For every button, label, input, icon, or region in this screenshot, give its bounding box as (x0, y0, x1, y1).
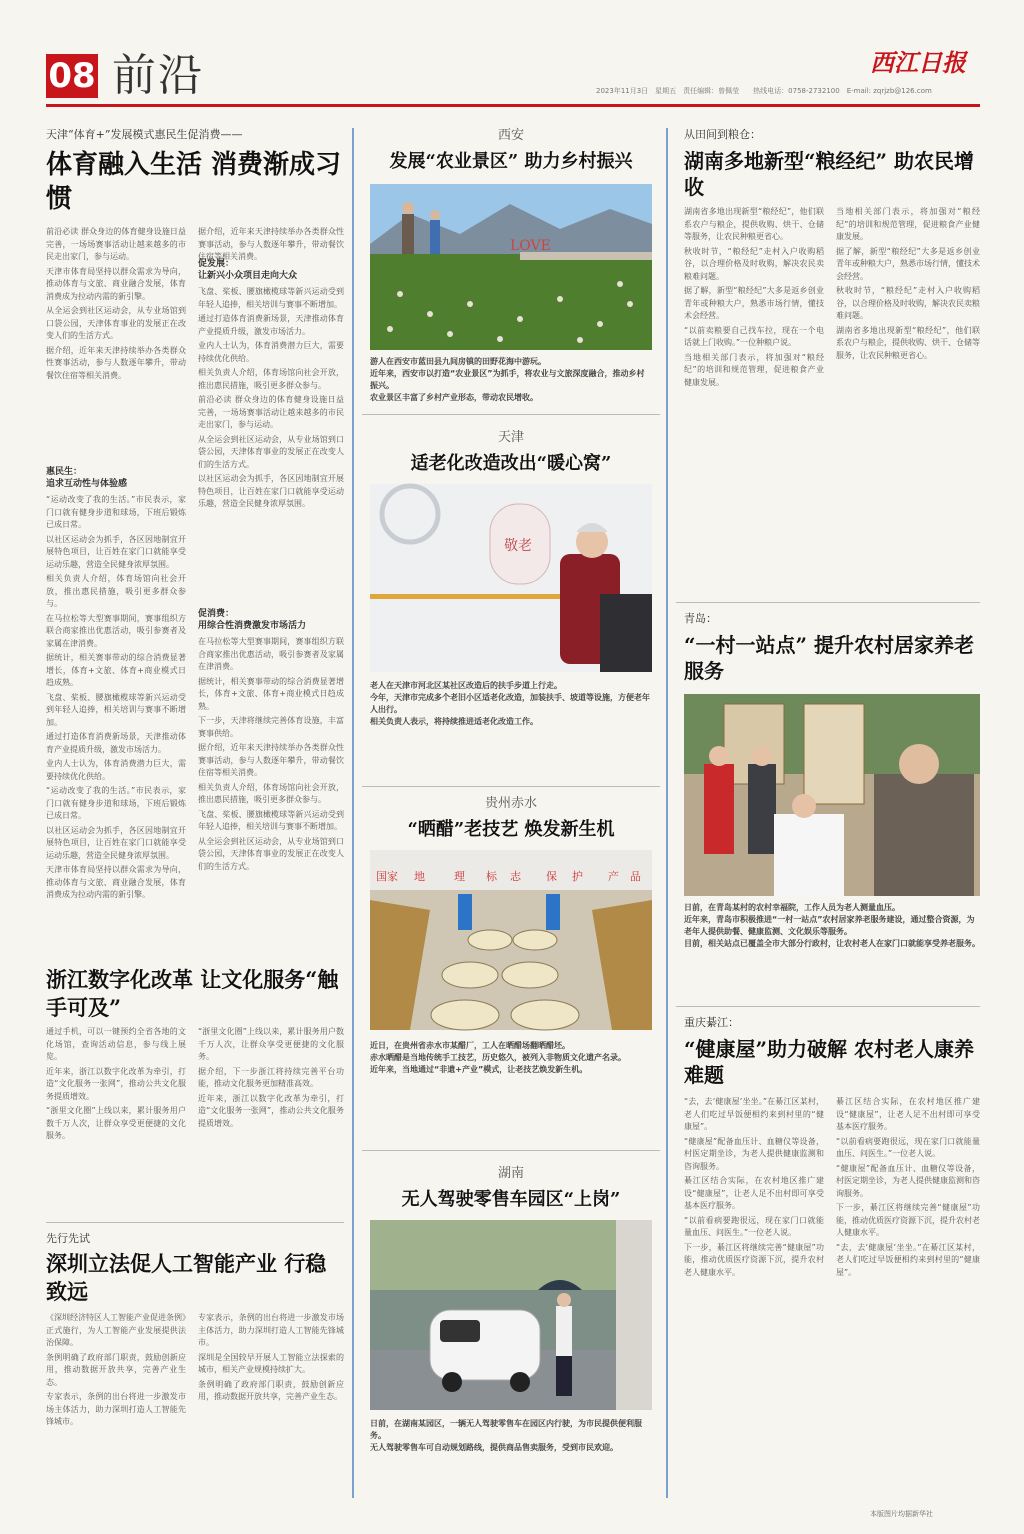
article-body (46, 494, 186, 964)
headline-text: 体育融入生活 消费渐成习惯 (46, 150, 342, 214)
subhead-text: 追求互动性与体验感 (46, 479, 128, 489)
paragraph: 天津市体育局坚持以群众需求为导向，推动体育与文旅、商业融合发展，体育消费成为拉动内需的新引擎。 (46, 865, 186, 899)
caption-line: 农业景区丰富了乡村产业形态，带动农民增收。 (370, 393, 538, 402)
article-kicker: 重庆綦江： (684, 1016, 739, 1029)
paragraph: 綦江区结合实际，在农村地区推广建设“健康屋”，让老人足不出村即可享受基本医疗服务。 (836, 1097, 980, 1131)
article-headline: 无人驾驶零售车园区“上岗” (401, 1189, 621, 1210)
photo-elderly-handrail (370, 484, 652, 672)
paragraph: 湖南省多地出现新型“粮经纪”，他们联系农户与粮企，提供收购、烘干、仓储等服务，让农民种粮更省心。 (836, 325, 980, 360)
caption-line: 相关负责人表示，将持续推进适老化改造工作。 (370, 717, 538, 726)
article-kicker: 天津“体育+”发展模式惠民生促消费—— (46, 128, 243, 141)
caption-line: 近年来，青岛市积极推进“一村一站点”农村居家养老服务建设，通过整合资源，为老年人提供助餐、健康监测、文化娱乐等服务。 (684, 915, 975, 936)
article-body (198, 1312, 344, 1502)
photo-blood-pressure (684, 694, 980, 896)
paragraph: 深圳是全国较早开展人工智能立法探索的城市，相关产业规模持续扩大。 (198, 1352, 344, 1374)
paragraph: 条例明确了政府部门职责，鼓励创新应用，推动数据开放共享，完善产业生态。 (198, 1379, 344, 1401)
paragraph: 秋收时节，“粮经纪”走村入户收购稻谷，以合理价格及时收购，解决农民卖粮难问题。 (684, 246, 824, 281)
paragraph: “以前看病要跑很远，现在家门口就能量血压、问医生。”一位老人说。 (836, 1136, 980, 1158)
subhead (198, 608, 344, 632)
subhead (198, 258, 344, 282)
article-body (198, 226, 344, 261)
article-headline: 发展“农业景区” 助力乡村振兴 (389, 151, 633, 172)
paragraph: 綦江区结合实际，在农村地区推广建设“健康屋”，让老人足不出村即可享受基本医疗服务。 (684, 1176, 824, 1210)
section-separator (362, 786, 660, 787)
photo-caption (370, 1418, 652, 1498)
paragraph: 湖南省多地出现新型“粮经纪”，他们联系农户与粮企，提供收购、烘干、仓储等服务，让农民种粮更省心。 (684, 207, 824, 241)
banner-char: 品 (630, 870, 641, 883)
section-separator (362, 1150, 660, 1151)
caption-line: 日前，在青岛某村的农村幸福院，工作人员为老人测量血压。 (684, 903, 900, 912)
paragraph: 从全运会到社区运动会，从专业场馆到口袋公园，天津体育事业的发展正在改变人们的生活方式。 (198, 434, 344, 469)
paragraph: “去，去‘健康屋’坐坐。”在綦江区某村，老人们吃过早饭便相约来到村里的“健康屋”。 (684, 1097, 824, 1131)
banner-char: 标 (486, 870, 497, 883)
article-kicker: 天津 (497, 430, 524, 445)
paragraph: 当地相关部门表示，将加强对“粮经纪”的培训和规范管理，促进粮食产业健康发展。 (836, 207, 980, 241)
caption-line: 今年，天津市完成多个老旧小区适老化改造，加装扶手、坡道等设施，方便老年人出行。 (370, 693, 650, 714)
banner-char: 志 (510, 870, 521, 883)
article-body (198, 636, 344, 948)
banner-char: 护 (572, 870, 583, 883)
article-body (46, 1312, 186, 1502)
article-body (46, 1026, 186, 1212)
section-separator (676, 1006, 980, 1007)
article-body (836, 1096, 980, 1472)
subhead-label: 促发展： (198, 259, 235, 269)
paragraph: 当地相关部门表示，将加强对“粮经纪”的培训和规范管理，促进粮食产业健康发展。 (684, 352, 824, 387)
paragraph: 近年来，浙江以数字化改革为牵引，打造“文化服务一张网”，推动公共文化服务提质增效。 (198, 1093, 344, 1128)
paragraph: 《深圳经济特区人工智能产业促进条例》正式施行，为人工智能产业发展提供法治保障。 (46, 1313, 186, 1347)
paragraph: 业内人士认为，体育消费潜力巨大，需要持续优化供给。 (198, 341, 344, 363)
paragraph: “健康屋”配备血压计、血糖仪等设备，村医定期坐诊，为老人提供健康监测和咨询服务。 (684, 1136, 824, 1171)
paragraph: 以社区运动会为抓手，各区因地制宜开展特色项目，让百姓在家门口就能享受运动乐趣，营造全民健身浓厚氛围。 (198, 474, 344, 508)
photo-caption (370, 356, 652, 404)
banner-char: 国家 (376, 870, 398, 883)
paragraph: 相关负责人介绍，体育场馆向社会开放，推出惠民措施，吸引更多群众参与。 (46, 574, 186, 608)
caption-line: 赤水晒醋是当地传统手工技艺，历史悠久，被列入非物质文化遗产名录。 (370, 1053, 626, 1062)
paragraph: 天津市体育局坚持以群众需求为导向，推动体育与文旅、商业融合发展，体育消费成为拉动内需的新引擎。 (46, 266, 186, 301)
column-divider-left (352, 128, 354, 1498)
paragraph: 专家表示，条例的出台将进一步激发市场主体活力，助力深圳打造人工智能先锋城市。 (46, 1392, 186, 1426)
article-headline (684, 148, 980, 200)
paragraph: 前沿必读 群众身边的体育健身设施日益完善，一场场赛事活动让越来越多的市民走出家门，参与运动。 (46, 227, 186, 261)
paragraph: “去，去‘健康屋’坐坐。”在綦江区某村，老人们吃过早饭便相约来到村里的“健康屋”。 (836, 1242, 980, 1277)
paragraph: 秋收时节，“粮经纪”走村入户收购稻谷，以合理价格及时收购，解决农民卖粮难问题。 (836, 286, 980, 320)
article-kicker: 湖南 (497, 1166, 524, 1181)
header-meta: 2023年11月3日 星期五 责任编辑：曾佩莹 热线电话：0758-2732100 E-mail: zqrjzb@126.com (596, 87, 932, 95)
paragraph: 下一步，天津将继续完善体育设施，丰富赛事供给。 (198, 716, 344, 738)
banner-char: 地 (414, 870, 425, 883)
photo-flower-field (370, 184, 652, 350)
paragraph: 在马拉松等大型赛事期间，赛事组织方联合商家推出优惠活动，吸引参赛者及家属在津消费。 (46, 613, 186, 648)
headline-text: 湖南多地新型“粮经纪” 助农民增收 (684, 149, 974, 199)
paragraph: 在马拉松等大型赛事期间，赛事组织方联合商家推出优惠活动，吸引参赛者及家属在津消费。 (198, 637, 344, 671)
paragraph: 据了解，新型“粮经纪”大多是返乡创业青年或种粮大户，熟悉市场行情，懂技术会经营。 (684, 286, 824, 320)
article-body (198, 286, 344, 606)
article-headline (46, 1250, 346, 1306)
photo-caption (370, 1040, 652, 1140)
paragraph: 条例明确了政府部门职责，鼓励创新应用，推动数据开放共享，完善产业生态。 (46, 1352, 186, 1387)
caption-line: 老人在天津市河北区某社区改造后的扶手步道上行走。 (370, 681, 562, 690)
article-kicker: 先行先试 (46, 1232, 90, 1245)
paragraph: 据介绍，近年来天津持续举办各类群众性赛事活动，参与人数逐年攀升，带动餐饮住宿等相关消费。 (198, 227, 344, 261)
subhead (46, 466, 186, 490)
paragraph: 下一步，綦江区将继续完善“健康屋”功能，推动优质医疗资源下沉，提升农村老人健康水平。 (684, 1242, 824, 1277)
subhead-label: 惠民生： (46, 467, 83, 477)
photo-driverless-vehicle (370, 1220, 652, 1410)
column-divider-right (666, 128, 668, 1498)
paragraph: 以社区运动会为抓手，各区因地制宜开展特色项目，让百姓在家门口就能享受运动乐趣，营造全民健身浓厚氛围。 (46, 825, 186, 860)
subhead-text: 用综合性消费激发市场活力 (198, 621, 307, 631)
paragraph: “浙里文化圈”上线以来，累计服务用户数千万人次，让群众享受更便捷的文化服务。 (198, 1027, 344, 1061)
headline-text: 深圳立法促人工智能产业 行稳致远 (46, 1251, 327, 1304)
paragraph: 飞盘、桨板、腰旗橄榄球等新兴运动受到年轻人追捧，相关培训与赛事不断增加。 (46, 692, 186, 727)
paragraph: “浙里文化圈”上线以来，累计服务用户数千万人次，让群众享受更便捷的文化服务。 (46, 1106, 186, 1140)
article-body (46, 226, 186, 462)
header-rule (46, 104, 980, 107)
paragraph: 专家表示，条例的出台将进一步激发市场主体活力，助力深圳打造人工智能先锋城市。 (198, 1313, 344, 1347)
article-kicker: 青岛： (684, 612, 717, 625)
paragraph: “以前看病要跑很远，现在家门口就能量血压、问医生。”一位老人说。 (684, 1215, 824, 1237)
paragraph: 据介绍，近年来天津持续举办各类群众性赛事活动，参与人数逐年攀升，带动餐饮住宿等相关消费。 (46, 345, 186, 380)
section-title: 前沿 (112, 50, 204, 101)
caption-line: 近年来，当地通过“非遗+产业”模式，让老技艺焕发新生机。 (370, 1065, 588, 1074)
paragraph: 相关负责人介绍，体育场馆向社会开放，推出惠民措施，吸引更多群众参与。 (198, 782, 344, 804)
love-sign: LOVE (510, 238, 551, 254)
paragraph: “运动改变了我的生活。”市民表示，家门口就有健身步道和球场，下班后锻炼已成日常。 (46, 495, 186, 529)
paragraph: 通过打造体育消费新场景，天津推动体育产业提质升级，激发市场活力。 (46, 732, 186, 754)
paragraph: 前沿必读 群众身边的体育健身设施日益完善，一场场赛事活动让越来越多的市民走出家门，参与运动。 (198, 395, 344, 429)
caption-line: 日前，在湖南某园区，一辆无人驾驶零售车在园区内行驶，为市民提供便利服务。 (370, 1419, 642, 1440)
article-headline (684, 632, 980, 684)
section-separator (362, 414, 660, 415)
headline-text: “健康屋”助力破解 农村老人康养难题 (684, 1037, 974, 1087)
caption-line: 近年来，西安市以打造“农业景区”为抓手，将农业与文旅深度融合，推动乡村振兴。 (370, 369, 645, 390)
article-kicker: 从田间到粮仓： (684, 128, 761, 141)
paragraph: 据统计，相关赛事带动的综合消费显著增长，体育+文旅、体育+商业模式日趋成熟。 (198, 676, 344, 711)
paragraph: 据介绍，下一步浙江将持续完善平台功能，推动文化服务更加精准高效。 (198, 1066, 344, 1088)
paragraph: 业内人士认为，体育消费潜力巨大，需要持续优化供给。 (46, 759, 186, 781)
paragraph: “以前卖粮要自己找车拉，现在一个电话就上门收购。”一位种粮户说。 (684, 325, 824, 347)
caption-line: 近日，在贵州省赤水市某醋厂，工人在晒醋场翻晒醋坯。 (370, 1041, 570, 1050)
wall-sign: 敬老 (504, 538, 532, 554)
paragraph: 据了解，新型“粮经纪”大多是返乡创业青年或种粮大户，熟悉市场行情，懂技术会经营。 (836, 246, 980, 281)
paragraph: 从全运会到社区运动会，从专业场馆到口袋公园，天津体育事业的发展正在改变人们的生活方式。 (46, 306, 186, 340)
banner-char: 保 (546, 870, 557, 883)
paragraph: “健康屋”配备血压计、血糖仪等设备，村医定期坐诊，为老人提供健康监测和咨询服务。 (836, 1163, 980, 1198)
article-body (684, 1096, 824, 1472)
article-kicker: 西安 (497, 128, 524, 143)
paragraph: 从全运会到社区运动会，从专业场馆到口袋公园，天津体育事业的发展正在改变人们的生活方式。 (198, 836, 344, 871)
headline-text: “一村一站点” 提升农村居家养老服务 (684, 633, 974, 683)
article-headline (684, 1036, 980, 1088)
subhead-label: 促消费： (198, 609, 235, 619)
paragraph: 相关负责人介绍，体育场馆向社会开放，推出惠民措施，吸引更多群众参与。 (198, 368, 344, 390)
page-number-badge: 08 (46, 54, 98, 98)
article-kicker: 贵州赤水 (484, 796, 537, 811)
paragraph: 以社区运动会为抓手，各区因地制宜开展特色项目，让百姓在家门口就能享受运动乐趣，营造全民健身浓厚氛围。 (46, 534, 186, 569)
photo-vinegar-drying (370, 850, 652, 1030)
article-headline (46, 148, 346, 216)
photo-caption (370, 680, 652, 746)
caption-line: 游人在西安市蓝田县九间房镇的田野花海中游玩。 (370, 357, 546, 366)
section-separator (676, 602, 980, 603)
article-headline: 适老化改造改出“暖心窝” (410, 453, 612, 474)
paragraph: “运动改变了我的生活。”市民表示，家门口就有健身步道和球场，下班后锻炼已成日常。 (46, 786, 186, 820)
paragraph: 据介绍，近年来天津持续举办各类群众性赛事活动，参与人数逐年攀升，带动餐饮住宿等相关消费。 (198, 743, 344, 777)
paragraph: 通过打造体育消费新场景，天津推动体育产业提质升级，激发市场活力。 (198, 314, 344, 336)
article-headline: “晒醋”老技艺 焕发新生机 (407, 819, 615, 840)
section-separator (46, 1222, 344, 1223)
newspaper-logo: 西江日报 (870, 48, 966, 77)
caption-line: 无人驾驶零售车可自动规划路线，提供商品售卖服务，受到市民欢迎。 (370, 1443, 618, 1452)
paragraph: 下一步，綦江区将继续完善“健康屋”功能，推动优质医疗资源下沉，提升农村老人健康水平。 (836, 1203, 980, 1237)
photo-caption (684, 902, 980, 980)
caption-line: 目前，相关站点已覆盖全市大部分行政村，让农村老人在家门口就能享受养老服务。 (684, 939, 980, 948)
article-body (198, 1026, 344, 1212)
banner-char: 产 (608, 870, 619, 883)
subhead-text: 让新兴小众项目走向大众 (198, 271, 298, 281)
banner-char: 理 (454, 870, 465, 883)
paragraph: 通过手机，可以一键预约全省各地的文化场馆，查询活动信息，参与线上展览。 (46, 1027, 186, 1061)
headline-text: 浙江数字化改革 让文化服务“触手可及” (46, 967, 339, 1020)
article-body (684, 206, 824, 590)
article-headline (46, 966, 346, 1022)
paragraph: 据统计，相关赛事带动的综合消费显著增长，体育+文旅、体育+商业模式日趋成熟。 (46, 653, 186, 687)
paragraph: 飞盘、桨板、腰旗橄榄球等新兴运动受到年轻人追捧，相关培训与赛事不断增加。 (198, 287, 344, 309)
footer-credit: 本版图片均据新华社 (870, 1510, 933, 1518)
paragraph: 近年来，浙江以数字化改革为牵引，打造“文化服务一张网”，推动公共文化服务提质增效。 (46, 1066, 186, 1101)
article-body (836, 206, 980, 590)
paragraph: 飞盘、桨板、腰旗橄榄球等新兴运动受到年轻人追捧，相关培训与赛事不断增加。 (198, 809, 344, 831)
